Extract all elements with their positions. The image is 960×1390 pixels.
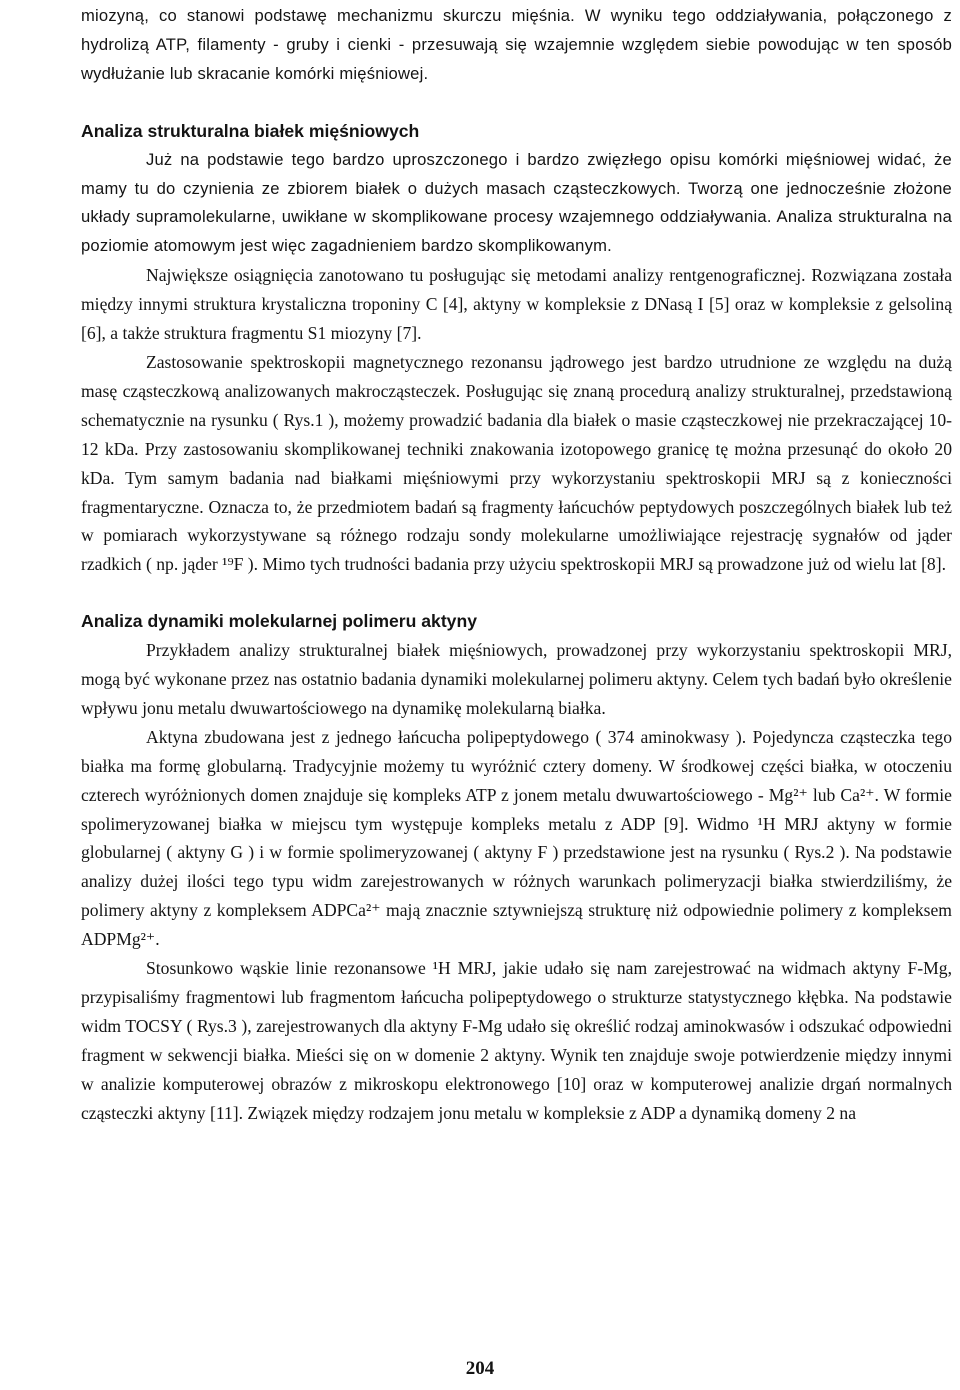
section1-paragraph-2: Największe osiągnięcia zanotowano tu posługując się metodami analizy rentgenograficznej. Rozwiązana została między innymi struktura krystaliczna troponiny C [4], aktyny w kompleksie z DNasą I [5] oraz w kompleksie z gelsoliną [6], a także struktura fragmentu S1 miozyny [7]. [81,265,952,344]
section1-paragraph-3: Zastosowanie spektroskopii magnetycznego rezonansu jądrowego jest bardzo utrudnione ze względu na dużą masę cząsteczkową analizowanych makrocząsteczek. Posługując się znaną procedurą analizy strukturalnej, przedstawioną schematycznie na rysunku ( Rys.1 ), możemy prowadzić badania dla białek o masie cząsteczkowej nie przekraczającej 10-12 kDa. Przy zastosowaniu skomplikowanej techniki znakowania izotopowego granicę tę można przesunąć do około 20 kDa. Tym samym badania nad białkami mięśniowymi przy wykorzystaniu spektroskopii MRJ są z konieczności fragmentaryczne. Oznacza to, że przedmiotem badań są fragmenty łańcuchów peptydowych poszczególnych białek lub też w pomiarach wykorzystywane są różnego rodzaju sondy molekularne umożliwiające rejestrację sygnałów od jąder rzadkich ( np. jąder ¹⁹F ). Mimo tych trudności badania przy użyciu spektroskopii MRJ są prowadzone już od wielu lat [8]. [81,351,952,575]
intro-paragraph: miozyną, co stanowi podstawę mechanizmu skurczu mięśnia. W wyniku tego oddziaływania, połączonego z hydrolizą ATP, filamenty - gruby i cienki - przesuwają się wzajemnie względem siebie powodując w ten sposób wydłużanie lub skracanie komórki mięśniowej. [81,6,952,83]
section-title-actin-dynamics: Analiza dynamiki molekularnej polimeru aktyny [81,611,477,632]
section2-paragraph-2: Aktyna zbudowana jest z jednego łańcucha polipeptydowego ( 374 aminokwasy ). Pojedyncza cząsteczka tego białka ma formę globularną. Tradycyjnie możemy tu wyróżnić cztery domeny. W środkowej części białka, w otoczeniu czterech wyróżnionych domen znajduje się kompleks ATP z jonem metalu dwuwartościowego - Mg²⁺ lub Ca²⁺. W formie spolimeryzowanej białka w miejscu tym występuje kompleks metalu z ADP [9]. Widmo ¹H MRJ aktyny w formie globularnej ( aktyny G ) i w formie spolimeryzowanej ( aktyny F ) przedstawione jest na rysunku ( Rys.2 ). Na podstawie analizy dużej ilości tego typu widm zarejestrowanych w różnych warunkach polimeryzacji białka stwierdziliśmy, że polimery aktyny z kompleksem ADPCa²⁺ mają znacznie sztywniejszą strukturę niż odpowiednie polimery z kompleksem ADPMg²⁺. [81,726,952,950]
section1-paragraph-1: Już na podstawie tego bardzo uproszczonego i bardzo zwięzłego opisu komórki mięśniowej widać, że mamy tu do czynienia ze zbiorem białek o dużych masach cząsteczkowych. Tworzą one jednocześnie złożone układy supramolekularne, uwikłane w skomplikowane procesy wzajemnego oddziaływania. Analiza strukturalna na poziomie atomowym jest więc zagadnieniem bardzo skomplikowanym. [81,149,952,256]
section2-paragraph-3: Stosunkowo wąskie linie rezonansowe ¹H MRJ, jakie udało się nam zarejestrować na widmach aktyny F-Mg, przypisaliśmy fragmentowi lub fragmentom łańcucha polipeptydowego o strukturze statystycznego kłębka. Na podstawie widm TOCSY ( Rys.3 ), zarejestrowanych dla aktyny F-Mg udało się określić rodzaj aminokwasów i odszukać odpowiedni fragment w sekwencji białka. Mieści się on w domenie 2 aktyny. Wynik ten znajduje swoje potwierdzenie między innymi w analizie komputerowej obrazów z mikroskopu elektronowego [10] oraz w komputerowej analizie drgań normalnych cząsteczki aktyny [11]. Związek między rodzajem jonu metalu w kompleksie z ADP a dynamiką domeny 2 na [81,958,952,1123]
page-number: 204 [465,1358,495,1379]
section-title-structural-analysis: Analiza strukturalna białek mięśniowych [81,120,420,141]
section2-paragraph-1: Przykładem analizy strukturalnej białek mięśniowych, prowadzonej przy wykorzystaniu spektroskopii MRJ, mogą być wykonane przez nas ostatnio badania dynamiki molekularnej polimeru aktyny. Celem tych badań było określenie wpływu jonu metalu dwuwartościowego na dynamikę molekularną białka. [81,640,952,718]
